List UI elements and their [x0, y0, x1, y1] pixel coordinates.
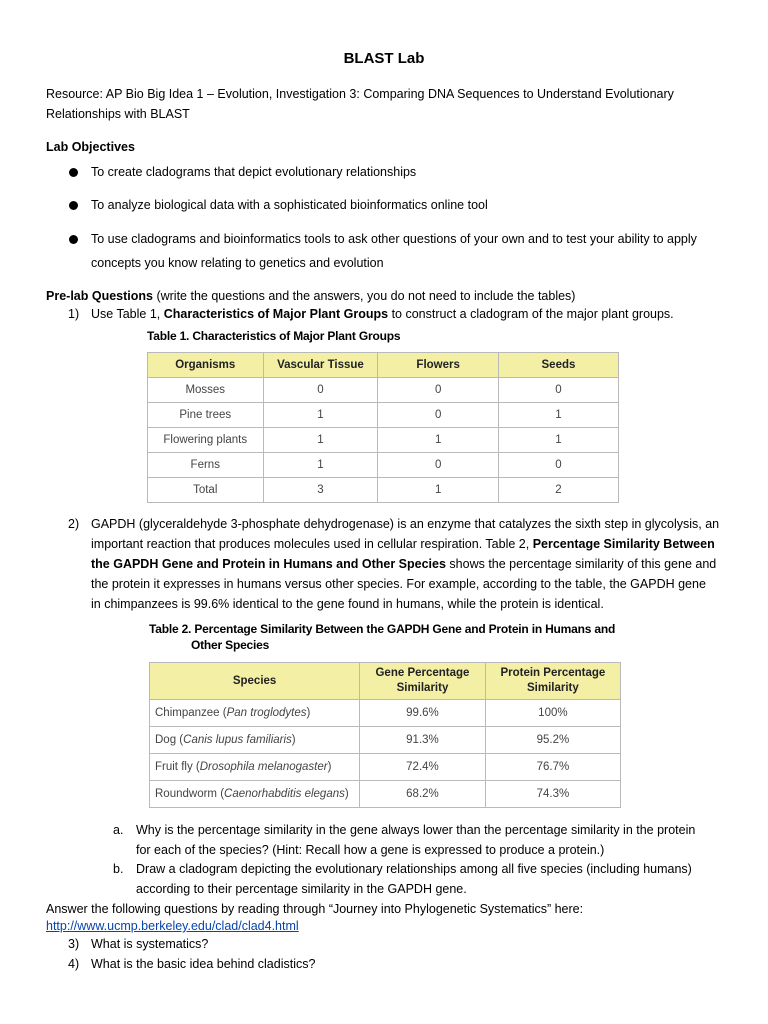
q1-pre: Use Table 1, — [91, 307, 164, 321]
objective-item-continued: concepts you know relating to genetics and evolution — [91, 256, 384, 270]
table-cell: Ferns — [148, 453, 264, 478]
table-cell: 3 — [263, 478, 378, 503]
journey-link[interactable]: http://www.ucmp.berkeley.edu/clad/clad4.html — [46, 919, 299, 933]
table2-header: Gene Percentage Similarity — [360, 663, 486, 700]
table1-header: Flowers — [378, 353, 498, 378]
table-cell: 0 — [378, 403, 498, 428]
table2-title-line-1: Table 2. Percentage Similarity Between the GAPDH Gene and Protein in Humans and — [149, 622, 616, 636]
table1-header: Organisms — [148, 353, 264, 378]
species-scientific: Caenorhabditis elegans — [224, 788, 345, 800]
table-cell: Pine trees — [148, 403, 264, 428]
resource-line-1: Resource: AP Bio Big Idea 1 – Evolution, Investigation 3: Comparing DNA Sequences to Understand Evolutionary — [46, 87, 674, 101]
qa-line-1: Why is the percentage similarity in the gene always lower than the percentage similarity in the protein — [136, 823, 696, 837]
species-cell: Roundworm (Caenorhabditis elegans) — [150, 781, 360, 808]
bullet-icon — [69, 235, 78, 244]
table-cell: 2 — [498, 478, 618, 503]
q2-line-3 — [91, 554, 756, 574]
table-row — [148, 453, 619, 478]
objective-item: To use cladograms and bioinformatics tools to ask other questions of your own and to test your ability to apply — [91, 232, 697, 246]
table-row — [150, 700, 621, 727]
table-cell: 72.4% — [360, 754, 486, 781]
table-cell: 1 — [498, 428, 618, 453]
species-scientific: Pan troglodytes — [226, 707, 307, 719]
q1-post: to construct a cladogram of the major plant groups. — [388, 307, 674, 321]
q2-line-4: the protein it expresses in humans versus other species. For example, according to the table, the GAPDH gene — [91, 577, 706, 591]
species-cell: Fruit fly (Drosophila melanogaster) — [150, 754, 360, 781]
table2-title-line-2: Other Species — [191, 638, 270, 652]
table2 — [149, 662, 621, 808]
table1 — [147, 352, 619, 503]
q2-l3-post: shows the percentage similarity of this gene and — [445, 557, 717, 571]
species-scientific: Canis lupus familiaris — [183, 734, 292, 746]
table1-title: Table 1. Characteristics of Major Plant Groups — [147, 329, 401, 343]
table-cell: Mosses — [148, 378, 264, 403]
qb-line-2: according to their percentage similarity in the GAPDH gene. — [136, 882, 467, 896]
table-cell: 1 — [263, 428, 378, 453]
q3-number: 3) — [68, 937, 80, 951]
table2-header: Species — [150, 663, 360, 700]
table-cell: 0 — [378, 378, 498, 403]
resource-line-2: Relationships with BLAST — [46, 107, 190, 121]
table-cell: 76.7% — [485, 754, 620, 781]
table2-header: Protein Percentage Similarity — [485, 663, 620, 700]
species-common: Fruit fly — [155, 761, 193, 773]
table-cell: 99.6% — [360, 700, 486, 727]
q1-text — [91, 304, 751, 324]
table-cell: 1 — [498, 403, 618, 428]
table-cell: 1 — [378, 428, 498, 453]
table-cell: 0 — [378, 453, 498, 478]
prelab-note: (write the questions and the answers, you do not need to include the tables) — [152, 289, 576, 303]
qa-label: a. — [113, 823, 124, 837]
objective-item: To create cladograms that depict evolutionary relationships — [91, 165, 417, 179]
table-cell: 1 — [263, 403, 378, 428]
species-common: Roundworm — [155, 788, 217, 800]
species-scientific: Drosophila melanogaster — [199, 761, 328, 773]
q1-bold: Characteristics of Major Plant Groups — [163, 307, 389, 321]
q2-line-1: GAPDH (glyceraldehyde 3-phosphate dehydrogenase) is an enzyme that catalyzes the sixth step in glycolysis, an — [91, 517, 720, 531]
q1-number: 1) — [68, 307, 80, 321]
page-title: BLAST Lab — [343, 50, 425, 67]
table-row — [150, 727, 621, 754]
species-common: Dog — [155, 734, 177, 746]
table-cell: 95.2% — [485, 727, 620, 754]
q2-l2-pre: important reaction that produces molecules used in cellular respiration. Table 2, — [91, 537, 533, 551]
bullet-icon — [69, 201, 78, 210]
table1-header: Vascular Tissue — [263, 353, 378, 378]
q4-text: What is the basic idea behind cladistics? — [91, 957, 316, 971]
q4-number: 4) — [68, 957, 80, 971]
prelab-heading-line — [46, 286, 726, 306]
table-cell: 68.2% — [360, 781, 486, 808]
journey-instructions: Answer the following questions by reading through “Journey into Phylogenetic Systematics” here: — [46, 902, 584, 916]
table-row — [148, 428, 619, 453]
prelab-heading: Pre-lab Questions — [46, 289, 153, 303]
table-cell: Total — [148, 478, 264, 503]
table-cell: 1 — [378, 478, 498, 503]
table-row — [150, 754, 621, 781]
table-cell: 1 — [263, 453, 378, 478]
table-cell: 100% — [485, 700, 620, 727]
table-row — [150, 781, 621, 808]
species-cell: Chimpanzee (Pan troglodytes) — [150, 700, 360, 727]
objectives-heading: Lab Objectives — [46, 140, 135, 154]
table-row — [148, 403, 619, 428]
table-row — [148, 378, 619, 403]
q3-text: What is systematics? — [91, 937, 209, 951]
table-cell: 0 — [498, 453, 618, 478]
qb-label: b. — [113, 862, 124, 876]
species-common: Chimpanzee — [155, 707, 220, 719]
table-cell: 91.3% — [360, 727, 486, 754]
species-cell: Dog (Canis lupus familiaris) — [150, 727, 360, 754]
q2-line-5: in chimpanzees is 99.6% identical to the gene found in humans, while the protein is identical. — [91, 597, 604, 611]
q2-line-2 — [91, 534, 756, 554]
q2-number: 2) — [68, 517, 80, 531]
objective-item: To analyze biological data with a sophisticated bioinformatics online tool — [91, 198, 488, 212]
bullet-icon — [69, 168, 78, 177]
qa-line-2: for each of the species? (Hint: Recall how a gene is expressed to produce a protein.) — [136, 843, 605, 857]
qb-line-1: Draw a cladogram depicting the evolutionary relationships among all five species (including humans) — [136, 862, 692, 876]
q2-l3-bold: the GAPDH Gene and Protein in Humans and Other Species — [91, 557, 446, 571]
table-cell: Flowering plants — [148, 428, 264, 453]
table-cell: 0 — [263, 378, 378, 403]
q2-l2-bold: Percentage Similarity Between — [532, 537, 715, 551]
table-row — [148, 478, 619, 503]
table1-header: Seeds — [498, 353, 618, 378]
table-cell: 74.3% — [485, 781, 620, 808]
table-cell: 0 — [498, 378, 618, 403]
